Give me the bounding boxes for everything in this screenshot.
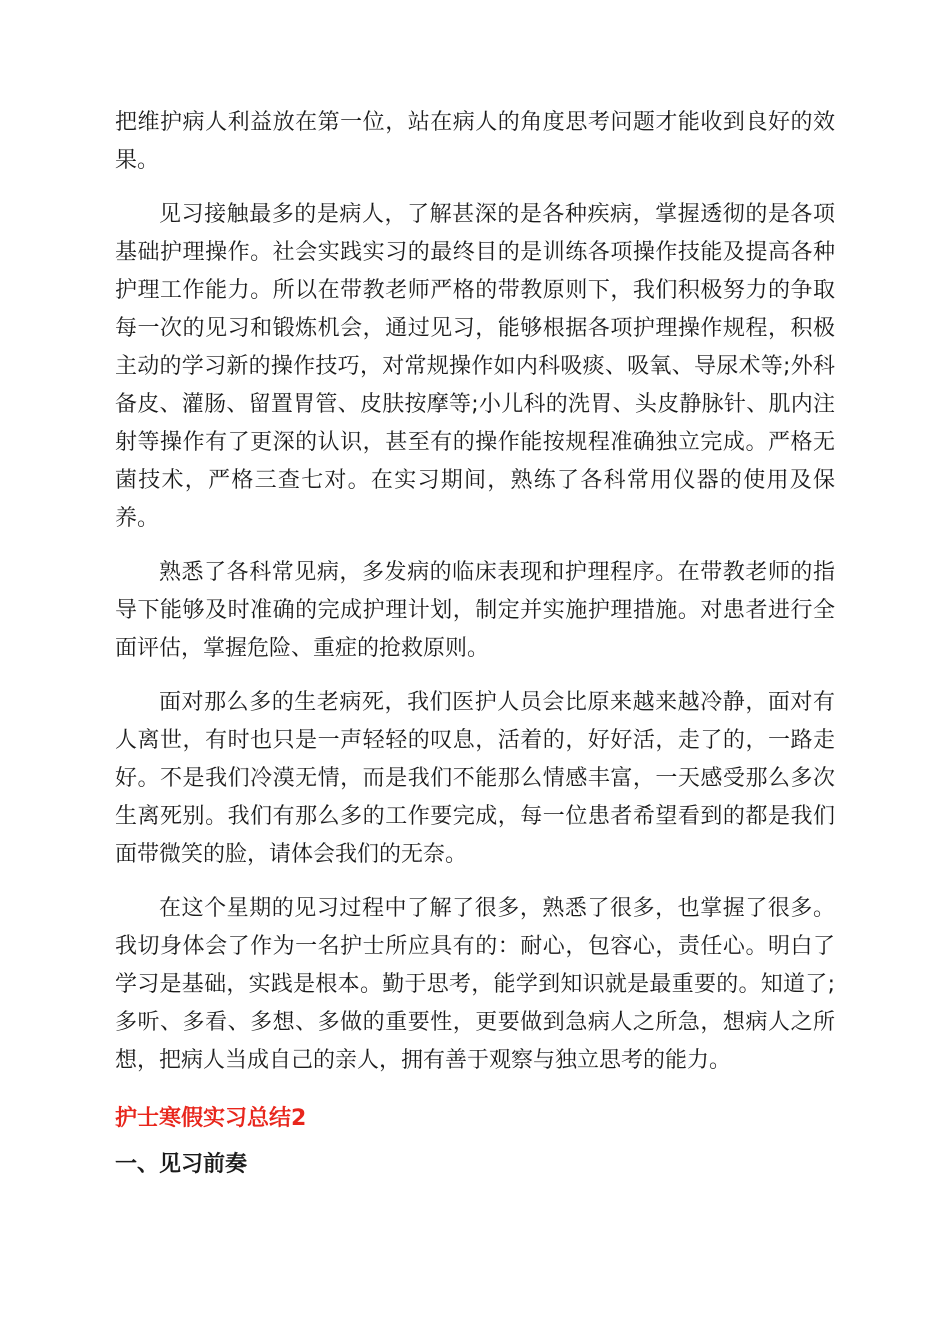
- paragraph-2: 见习接触最多的是病人，了解甚深的是各种疾病，掌握透彻的是各项基础护理操作。社会实践实习的最终目的是训练各项操作技能及提高各种护理工作能力。所以在带教老师严格的带教原则下，我们积极努力的争取每一次的见习和锻炼机会，通过见习，能够根据各项护理操作规程，积极主动的学习新的操作技巧，对常规操作如内科吸痰、吸氧、导尿术等;外科备皮、灌肠、留置胃管、皮肤按摩等;小儿科的洗胃、头皮静脉针、肌内注射等操作有了更深的认识，甚至有的操作能按规程准确独立完成。严格无菌技术，严格三查七对。在实习期间，熟练了各科常用仪器的使用及保养。: [115, 202, 835, 531]
- section-title: 护士寒假实习总结2: [115, 1106, 307, 1131]
- paragraph-4: 面对那么多的生老病死，我们医护人员会比原来越来越冷静，面对有人离世，有时也只是一声轻轻的叹息，活着的，好好活，走了的，一路走好。不是我们冷漠无情，而是我们不能那么情感丰富，一天感受那么多次生离死别。我们有那么多的工作要完成，每一位患者希望看到的都是我们面带微笑的脸，请体会我们的无奈。: [115, 690, 835, 867]
- sub-title: 一、见习前奏: [115, 1152, 248, 1177]
- paragraph-3: 熟悉了各科常见病，多发病的临床表现和护理程序。在带教老师的指导下能够及时准确的完成护理计划，制定并实施护理措施。对患者进行全面评估，掌握危险、重症的抢救原则。: [115, 560, 835, 661]
- paragraph-5: 在这个星期的见习过程中了解了很多，熟悉了很多，也掌握了很多。我切身体会了作为一名护士所应具有的：耐心，包容心，责任心。明白了学习是基础，实践是根本。勤于思考，能学到知识就是最重要的。知道了;多听、多看、多想、多做的重要性，更要做到急病人之所急，想病人之所想，把病人当成自己的亲人，拥有善于观察与独立思考的能力。: [115, 896, 835, 1073]
- document-body: [115, 104, 835, 1184]
- paragraph-1: 把维护病人利益放在第一位，站在病人的角度思考问题才能收到良好的效果。: [115, 110, 835, 173]
